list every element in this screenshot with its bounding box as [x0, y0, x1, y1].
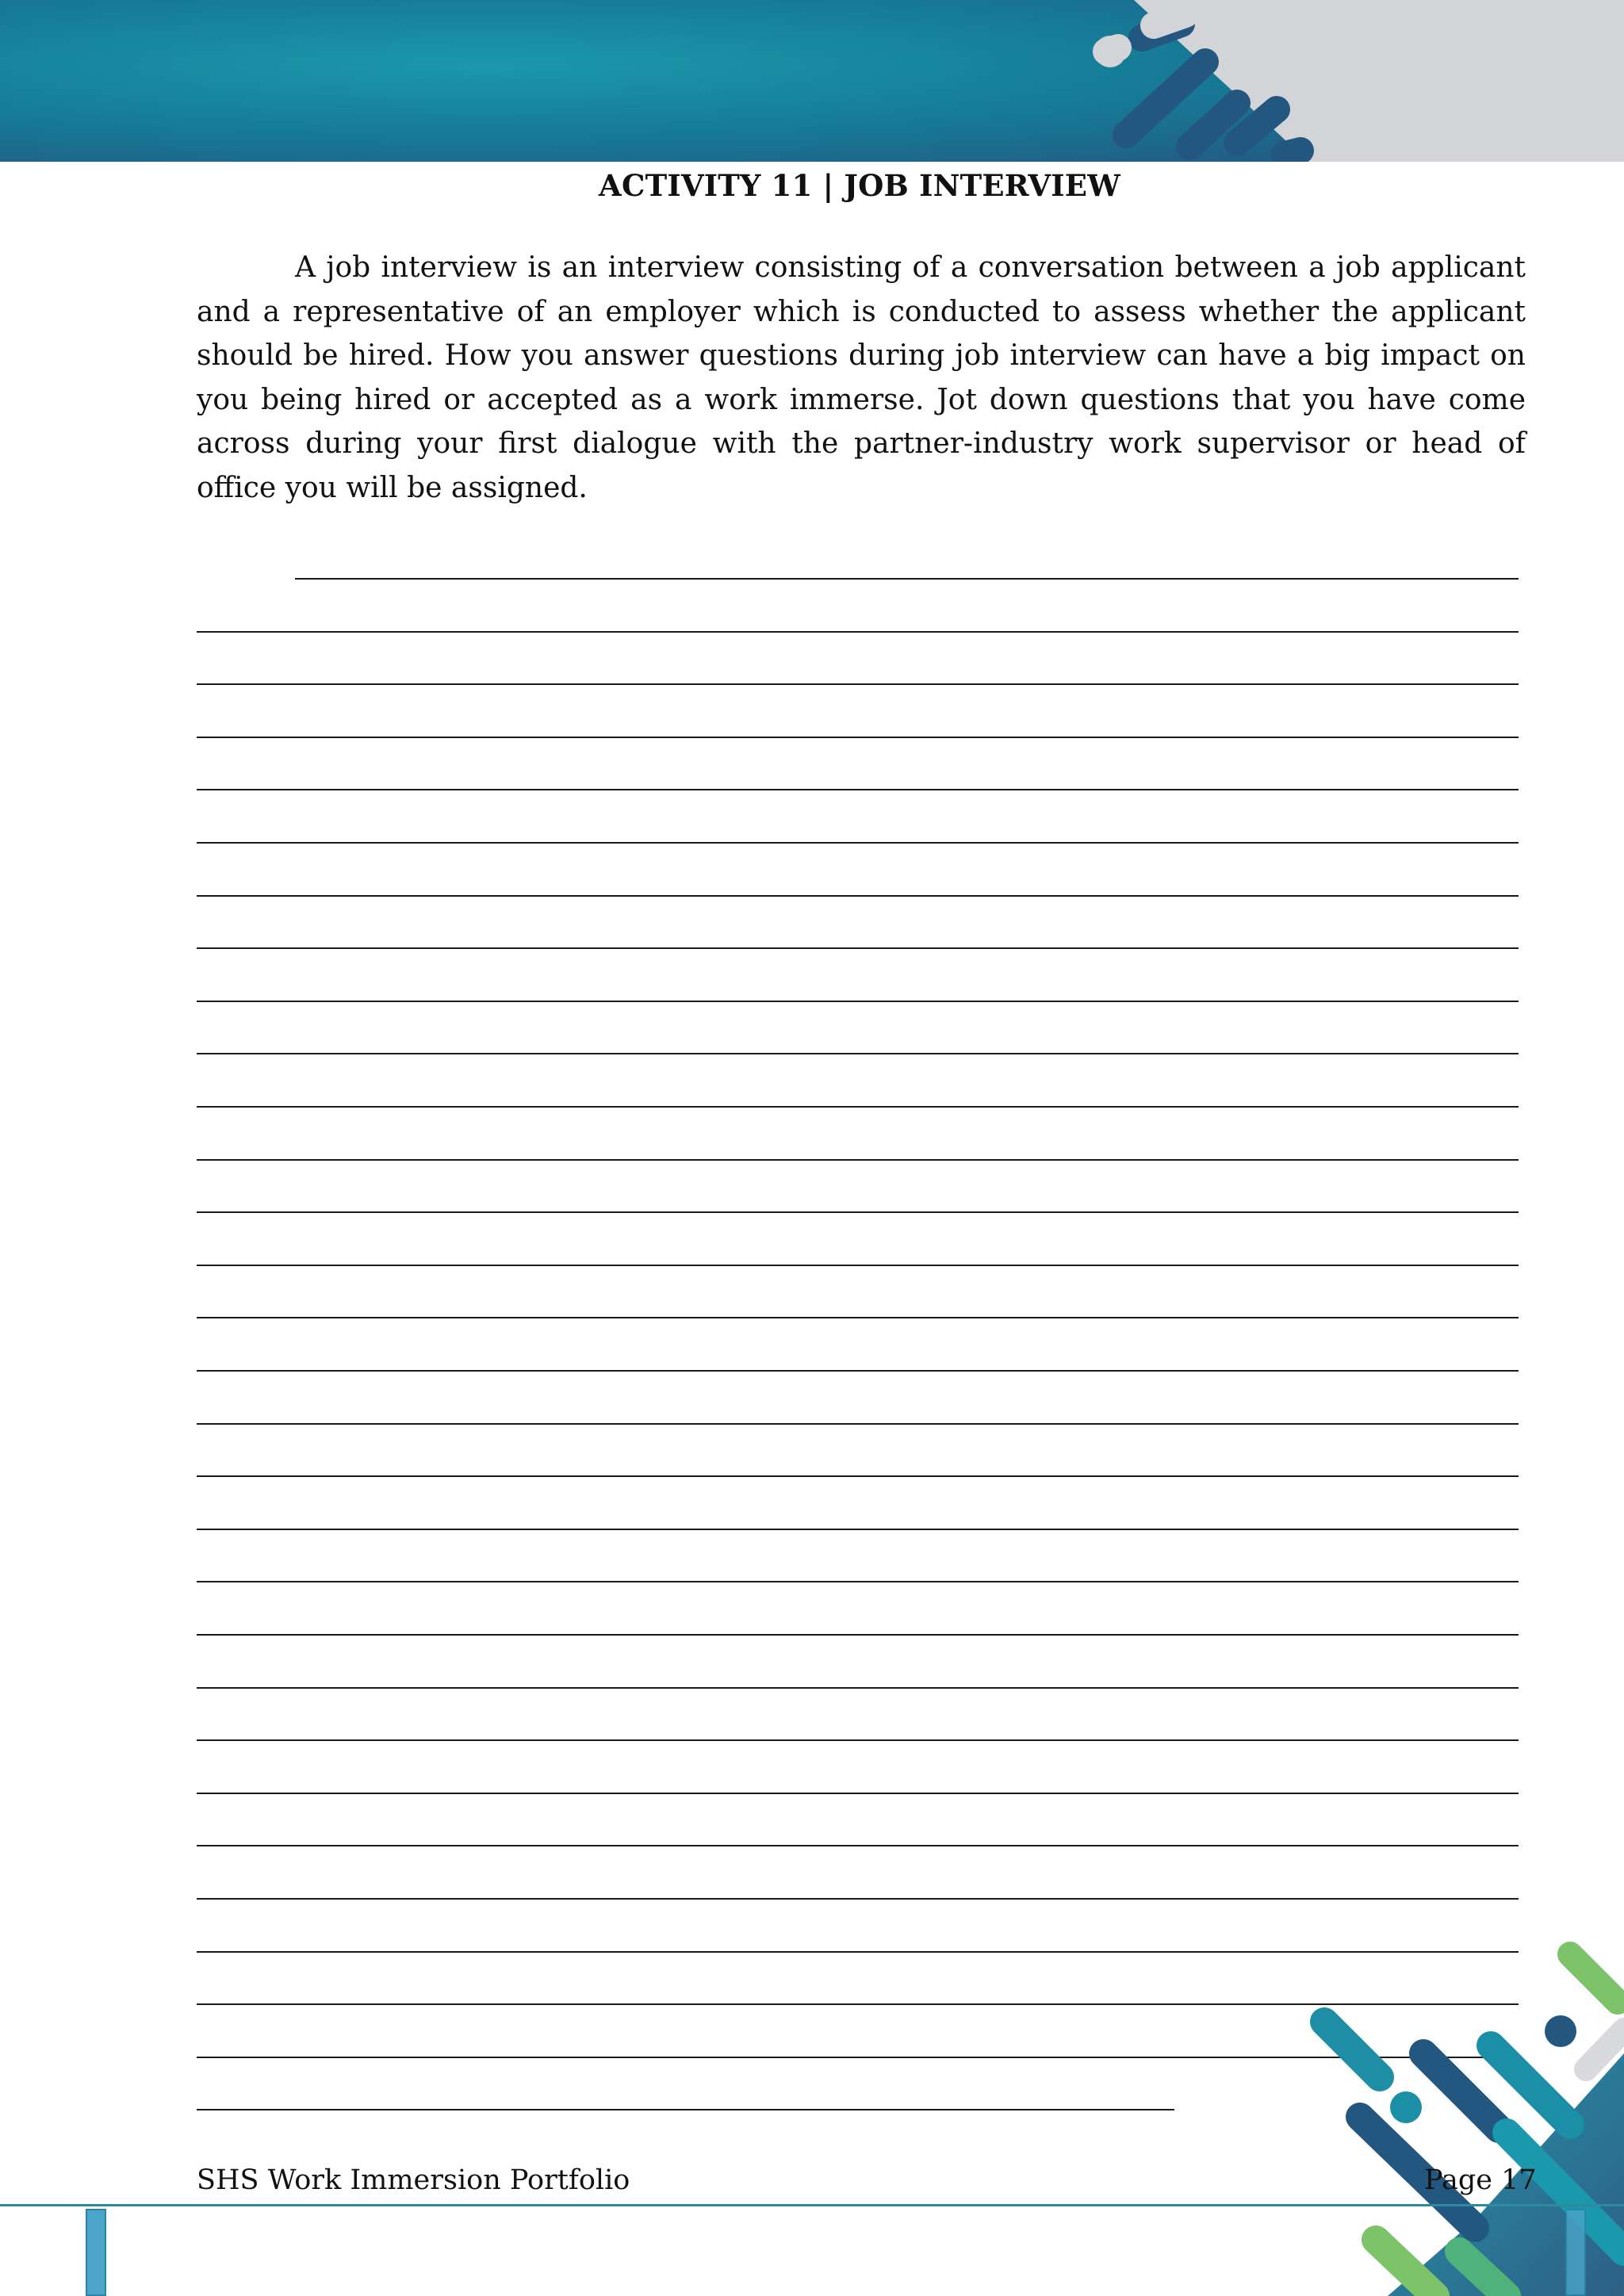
answer-line	[197, 683, 1519, 685]
answer-line	[197, 1687, 1519, 1689]
answer-line	[197, 1159, 1519, 1161]
footer-portfolio-label: SHS Work Immersion Portfolio	[197, 2164, 630, 2196]
answer-line	[197, 1529, 1519, 1530]
answer-line	[197, 1898, 1519, 1900]
answer-line	[295, 578, 1519, 580]
answer-line	[197, 1106, 1519, 1108]
answer-line	[197, 2109, 1174, 2110]
answer-line	[197, 1793, 1519, 1794]
header-banner	[0, 0, 1624, 162]
answer-line	[197, 1053, 1519, 1054]
answer-line	[197, 1370, 1519, 1372]
answer-line	[197, 789, 1519, 790]
answer-line	[197, 737, 1519, 738]
answer-line	[197, 1423, 1519, 1425]
footer-page-number: Page 17	[1424, 2164, 1537, 2196]
answer-line	[197, 895, 1519, 897]
answer-line	[197, 947, 1519, 949]
answer-line	[197, 1581, 1519, 1582]
activity-title: ACTIVITY 11 | JOB INTERVIEW	[599, 168, 1120, 203]
answer-line	[197, 631, 1519, 633]
answer-line	[197, 1211, 1519, 1213]
answer-line	[197, 1475, 1519, 1477]
answer-line	[197, 1739, 1519, 1741]
answer-line	[197, 1001, 1519, 1002]
answer-line	[197, 1634, 1519, 1636]
intro-paragraph: A job interview is an interview consisting of a conversation between a job applicant and a representative of an employer which is conducted to assess whether the applicant should be hired. How you answer questions during job interview can have a big impact on you being hired or accepted as a work immerse. Jot down questions that you have come across during your first dialogue with the partner-industry work supervisor or head of office you will be assigned.	[197, 251, 1526, 504]
footer-accent-bar-right	[1565, 2209, 1586, 2296]
footer-rule	[0, 2204, 1624, 2206]
answer-line	[197, 1265, 1519, 1266]
footer-accent-bar-left	[86, 2209, 106, 2296]
answer-line	[197, 1845, 1519, 1846]
answer-line	[197, 1317, 1519, 1318]
answer-line	[197, 842, 1519, 844]
